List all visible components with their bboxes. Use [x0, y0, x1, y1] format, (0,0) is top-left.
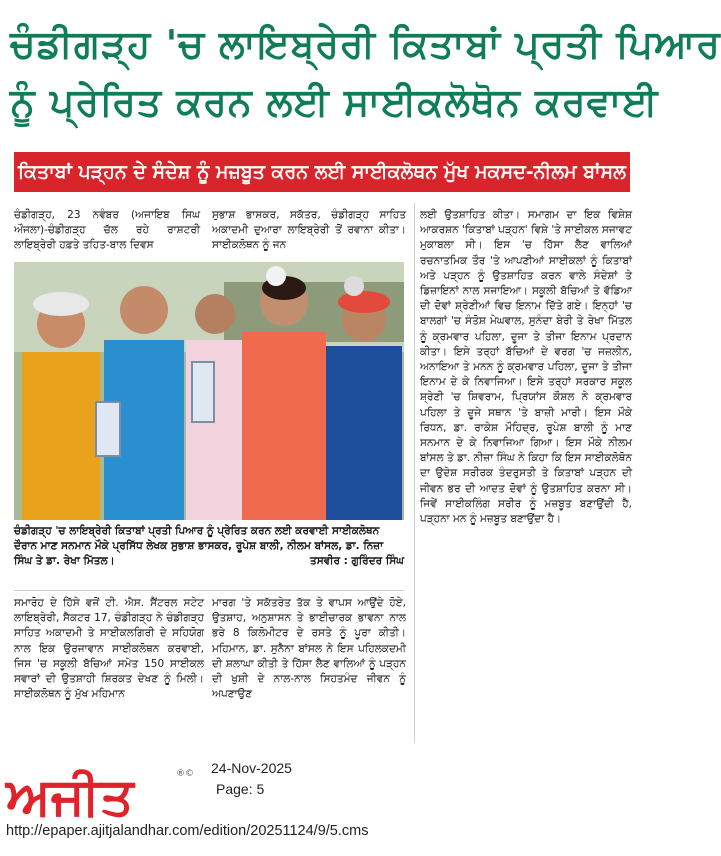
logo-text: ਅਜੀਤ	[6, 767, 134, 827]
article-column-3: ਲਈ ਉਤਸ਼ਾਹਿਤ ਕੀਤਾ। ਸਮਾਗਮ ਦਾ ਇਕ ਵਿਸ਼ੇਸ਼ ਆਕਰਸ਼ਨ 'ਕਿਤਾਬਾਂ ਪੜ੍ਹਨ' ਵਿਸ਼ੇ 'ਤੇ ਸਾਈਕਲ ਸਜਾਵਟ ਮੁਕਾਬਲਾ ਸੀ। ਇਸ 'ਚ ਹਿੱਸਾ ਲੈਣ ਵਾਲਿਆਂ ਰਚਨਾਤਮਿਕ ਤੌਰ 'ਤੇ ਆਪਣੀਆਂ ਸਾਈਕਲਾਂ ਨੂੰ ਕਿਤਾਬਾਂ ਅਤੇ ਪੜ੍ਹਨ ਨੂੰ ਉਤਸ਼ਾਹਿਤ ਕਰਨ ਵਾਲੇ ਸੰਦੇਸ਼ਾਂ ਤੇ ਡਿਜ਼ਾਇਨਾਂ ਨਾਲ ਸਜਾਇਆ। ਸਕੂਲੀ ਬੱਚਿਆਂ ਤੇ ਵੱਡਿਆ ਦੀ ਦੋਵਾਂ ਸ਼੍ਰੇਣੀਆਂ ਵਿਚ ਇਨਾਮ ਦਿੱਤੇ ਗਏ। ਇਨ੍ਹਾਂ 'ਚ ਬਾਲਗਾਂ 'ਚ ਸੰਤੋਸ਼ ਮੇਘਵਾਲ, ਸੁਨੰਦਾ ਬੇਰੀ ਤੇ ਰੇਖਾ ਮਿੱਤਲ ਨੂੰ ਕ੍ਰਮਵਾਰ ਪਹਿਲਾ, ਦੂਜਾ ਤੇ ਤੀਜਾ ਇਨਾਮ ਪ੍ਰਦਾਨ ਕੀਤਾ। ਇਸੇ ਤਰ੍ਹਾਂ ਬੱਚਿਆਂ ਦੇ ਵਰਗ 'ਚ ਜਜ਼ਲੀਨ, ਅਨਾਇਆ ਤੇ ਮਨਨ ਨੂੰ ਕ੍ਰਮਵਾਰ ਪਹਿਲਾ, ਦੂਜਾ ਤੇ ਤੀਜਾ ਇਨਾਮ ਦੇ ਕੇ ਨਿਵਾਜਿਆ। ਇਸੇ ਤਰ੍ਹਾਂ ਸਰਕਾਰ ਸਕੂਲ ਸ਼੍ਰੇਣੀ 'ਚ ਸ਼ਿਵਰਾਮ, ਪ੍ਰਿਯਾਂਸ ਕੌਸ਼ਲ ਨੇ ਕ੍ਰਮਵਾਰ ਪਹਿਲਾ ਤੇ ਦੂਜੇ ਸਥਾਨ 'ਤੇ ਬਾਜ਼ੀ ਮਾਰੀ। ਇਸ ਮੌਕੇ ਰਿਧਨ, ਡਾ. ਰਾਕੇਸ਼ ਮੌਹਿਦ੍ਰ, ਰੂਪੇਸ਼ ਬਾਲੀ ਨੂੰ ਮਾਣ ਸਨਮਾਨ ਦੇ ਕੇ ਨਿਵਾਜਿਆ ਗਿਆ। ਇਸ ਮੌਕੇ ਨੀਲਮ ਬਾਂਸਲ ਤੇ ਡਾ. ਨੀਜ਼ਾ ਸਿੰਘ ਨੇ ਕਿਹਾ ਕਿ ਇਸ ਸਾਈਕਲੋਥੋਨ ਦਾ ਉਦੇਸ਼ ਸਰੀਰਕ ਤੰਦਰੁਸਤੀ ਤੇ ਕਿਤਾਬਾਂ ਪੜ੍ਹਨ ਦੀ ਜੀਵਨ ਭਰ ਦੀ ਆਦਤ ਦੋਵਾਂ ਨੂੰ ਉਤਸ਼ਾਹਿਤ ਕਰਨਾ ਸੀ। ਜਿਵੇਂ ਸਾਈਕਲਿੰਗ ਸਰੀਰ ਨੂੰ ਮਜ਼ਬੂਤ ਬਣਾਉਂਦੀ ਹੈ, ਪੜ੍ਹਨਾ ਮਨ ਨੂੰ ਮਜ਼ਬੂਤ ਬਣਾਉਂਦਾ ਹੈ।	[420, 209, 632, 526]
headline-line-1: ਚੰਡੀਗੜ੍ਹ 'ਚ ਲਾਇਬ੍ਰੇਰੀ ਕਿਤਾਬਾਂ ਪ੍ਰਤੀ ਪਿਆਰ	[10, 22, 721, 66]
article-column-1-top: ਚੰਡੀਗੜ੍ਹ, 23 ਨਵੰਬਰ (ਅਜਾਇਬ ਸਿਘ ਔਜਲਾ)-ਚੰਡੀਗੜ੍ਹ ਚੱਲ ਰਹੇ ਰਾਸ਼ਟਰੀ ਲਾਇਬ੍ਰੇਰੀ ਹਫ਼ਤੇ ਤਹਿਤ-ਬਾਲ ਦਿਵਸ	[14, 209, 200, 252]
source-url[interactable]: http://epaper.ajitjalandhar.com/edition/20251124/9/5.cms	[6, 823, 369, 839]
article-column-1-bottom: ਸਮਾਰੋਹ ਦੇ ਹਿੱਸੇ ਵਜੋਂ ਟੀ. ਐਸ. ਸੈਂਟਰਲ ਸਟੇਟ ਲਾਇਬ੍ਰੇਰੀ, ਸੈਕਟਰ 17, ਚੰਡੀਗੜ੍ਹ ਨੇ ਚੰਡੀਗੜ੍ਹ ਸਾਹਿਤ ਅਕਾਦਮੀ ਤੇ ਸਾਈਕਲਗਿਰੀ ਦੇ ਸਹਿਯੋਗ ਨਾਲ ਇਕ ਉਰਜਾਵਾਨ ਸਾਈਕਲੋਥਨ ਕਰਵਾਈ, ਜਿਸ 'ਚ ਸਕੂਲੀ ਬੱਚਿਆਂ ਸਮੇਤ 150 ਸਾਈਕਲ ਸਵਾਰਾਂ ਦੀ ਉਤਸ਼ਾਹੀ ਸ਼ਿਰਕਤ ਦੇਖਣ ਨੂੰ ਮਿਲੀ। ਸਾਈਕਲੋਥਨ ਨੂੰ ਮੁੱਖ ਮਹਿਮਾਨ	[14, 597, 204, 701]
article-column-2-bottom: ਮਾਰਗ 'ਤੇ ਸਕੱਤਰੇਤ ਤੱਕ ਤੇ ਵਾਪਸ ਆਉਂਦੇ ਹੋਏ, ਉਤਸ਼ਾਹ, ਅਨੁਸ਼ਾਸਨ ਤੇ ਭਾਈਚਾਰਕ ਭਾਵਨਾ ਨਾਲ ਭਰੇ 8 ਕਿਲੋਮੀਟਰ ਦੇ ਰਸਤੇ ਨੂੰ ਪੂਰਾ ਕੀਤੀ। ਮਹਿਮਾਨ, ਡਾ. ਸੁਨੈਨਾ ਬਾਂਸਲ ਨੇ ਇਸ ਪਹਿਲਕਦਮੀ ਦੀ ਸ਼ਲਾਘਾ ਕੀਤੀ ਤੇ ਹਿੱਸਾ ਲੈਣ ਵਾਲਿਆਂ ਨੂੰ ਪੜ੍ਹਨ ਦੀ ਖੁਸ਼ੀ ਦੇ ਨਾਲ-ਨਾਲ ਸਿਹਤਮੰਦ ਜੀਵਨ ਨੂੰ ਅਪਣਾਉਣ	[212, 597, 406, 701]
ajit-logo	[4, 764, 194, 827]
page-number: Page: 5	[216, 781, 265, 797]
logo-registered-mark: ®©	[176, 769, 194, 779]
article-photo	[14, 262, 404, 520]
photo-caption-text: ਚੰਡੀਗੜ੍ਹ 'ਚ ਲਾਇਬ੍ਰੇਰੀ ਕਿਤਾਬਾਂ ਪ੍ਰਤੀ ਪਿਆਰ ਨੂੰ ਪ੍ਰੇਰਿਤ ਕਰਨ ਲਈ ਕਰਵਾਈ ਸਾਈਕਲੋਥਨ ਦੌਰਾਨ ਮਾਣ ਸਨਮਾਨ ਮੌਕੇ ਪ੍ਰਸਿੱਧ ਲੇਖਕ ਸੁਭਾਸ਼ ਭਾਸਕਰ, ਰੂਪੇਸ਼ ਬਾਲੀ, ਨੀਲਮ ਬਾਂਸਲ, ਡਾ. ਨਿਜ਼ਾ ਸਿੰਘ ਤੇ ਡਾ. ਰੇਖਾ ਮਿੱਤਲ।	[14, 525, 384, 567]
headline-line-2: ਨੂੰ ਪ੍ਰੇਰਿਤ ਕਰਨ ਲਈ ਸਾਈਕਲੋਥੋਨ ਕਰਵਾਈ	[10, 80, 659, 124]
photo-caption	[14, 524, 404, 584]
subheadline-banner: ਕਿਤਾਬਾਂ ਪੜ੍ਹਨ ਦੇ ਸੰਦੇਸ਼ ਨੂੰ ਮਜ਼ਬੂਤ ਕਰਨ ਲਈ ਸਾਈਕਲੋਥਨ ਮੁੱਖ ਮਕਸਦ-ਨੀਲਮ ਬਾਂਸਲ	[14, 152, 630, 192]
article-column-2-top: ਸੁਭਾਸ਼ ਭਾਸਕਰ, ਸਕੱਤਰ, ਚੰਡੀਗੜ੍ਹ ਸਾਹਿਤ ਅਕਾਦਮੀ ਦੁਆਰਾ ਲਾਇਬ੍ਰੇਰੀ ਤੋਂ ਰਵਾਨਾ ਕੀਤਾ। ਸਾਈਕਲੋਥਨ ਨੂੰ ਜਨ	[212, 209, 406, 252]
edition-date: 24-Nov-2025	[211, 760, 292, 776]
caption-divider	[14, 590, 404, 591]
column-divider	[414, 203, 415, 743]
award-ceremony-photo	[14, 262, 404, 520]
photo-credit: ਤਸਵੀਰ : ਗੁਰਿੰਦਰ ਸਿੰਘ	[310, 555, 404, 567]
